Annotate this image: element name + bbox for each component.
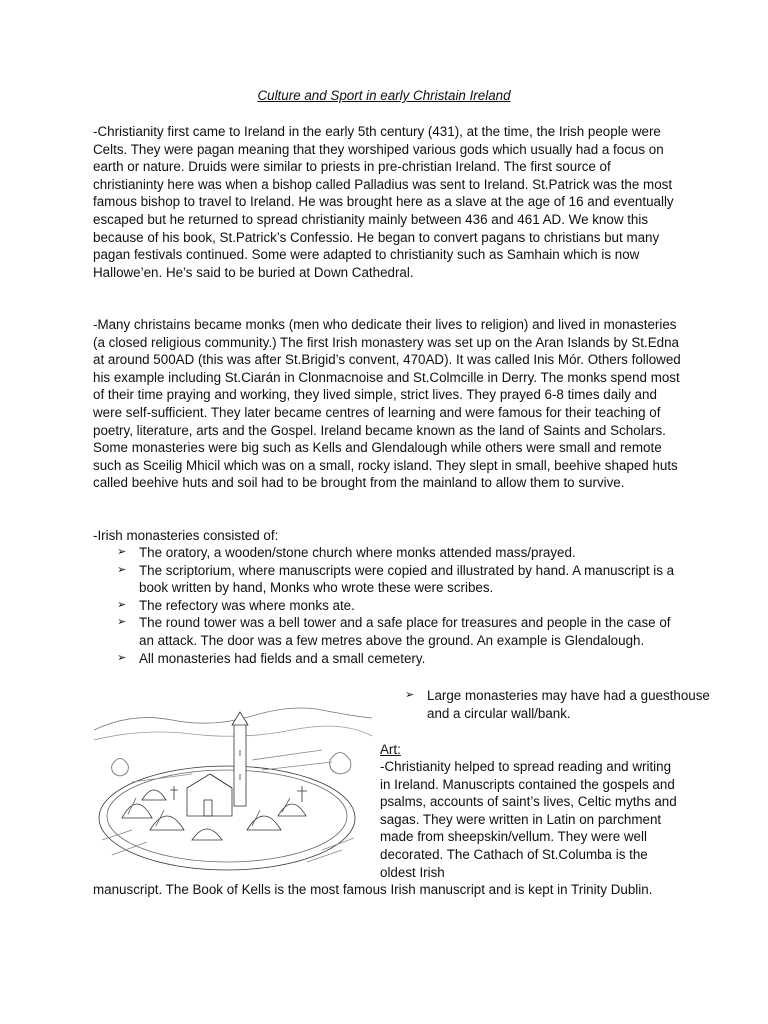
list-item: ➢ The refectory was where monks ate. <box>117 597 355 613</box>
list-item-guesthouse: ➢ Large monasteries may have had a guesthouse and a circular wall/bank. <box>405 688 710 721</box>
monastery-illustration <box>92 690 374 880</box>
art-paragraph: -Christianity helped to spread reading and writing in Ireland. Manuscripts contained the gospels and psalms, accounts of saint’s lives, Celtic myths and sagas. They were written in Latin on parchment made from sheepskin/vellum. They were well decorated. The Cathach of St.Columba is the oldest Irish <box>380 759 677 880</box>
art-paragraph-continuation: manuscript. The Book of Kells is the most famous Irish manuscript and is kept in Trinity Dublin. <box>93 882 653 897</box>
paragraph-christianity-origins: -Christianity first came to Ireland in the early 5th century (431), at the time, the Irish people were Celts. They were pagan meaning that they worshiped various gods which usually had a focus on earth or nature. Druids were similar to priests in pre-christian Ireland. The first source of christianinty here was when a bishop called Palladius was sent to Ireland. St.Patrick was the most famous bishop to travel to Ireland. He was brought here as a slave at the age of 16 and eventually escaped but he returned to spread christianity mainly between 436 and 461 AD. We know this because of his book, St.Patrick’s Confessio. He began to convert pagans to christians but many pagan festivals continued. Some were adapted to christianity such as Samhain which is now Hallowe’en. He’s said to be buried at Down Cathedral. <box>93 124 674 280</box>
list-item: ➢ The scriptorium, where manuscripts were copied and illustrated by hand. A manuscript is a book written by hand, Monks who wrote these were scribes. <box>117 562 675 596</box>
arrow-bullet-icon: ➢ <box>405 689 415 701</box>
monastery-parts-list <box>117 544 677 667</box>
paragraph-monks-monasteries: -Many christains became monks (men who dedicate their lives to religion) and lived in monasteries (a closed religious community.) The first Irish monastery was set up on the Aran Islands by St.Edna at around 500AD (this was after St.Brigid’s convent, 470AD). It was called Inis Mór. Others followed his example including St.Ciarán in Clonmacnoise and St.Colmcille in Derry. The monks spend most of their time praying and working, they lived simple, strict lives. They prayed 6-8 times daily and were self-sufficient. They later became centres of learning and were famous for their teaching of poetry, literature, arts and the Gospel. Ireland became known as the land of Saints and Scholars. Some monasteries were big such as Kells and Glendalough while others were small and remote such as Sceilig Mhicil which was on a small, rocky island. They slept in small, beehive shaped huts called beehive huts and soil had to be brought from the mainland to allow them to survive. <box>93 317 681 491</box>
list-item: ➢ All monasteries had fields and a small cemetery. <box>117 650 426 666</box>
arrow-bullet-icon: ➢ <box>117 598 127 611</box>
art-section-heading: Art: <box>380 742 401 757</box>
list-item: ➢ The oratory, a wooden/stone church where monks attended mass/prayed. <box>117 545 576 560</box>
arrow-bullet-icon: ➢ <box>117 563 127 576</box>
paragraph-monastery-parts-intro: -Irish monasteries consisted of: <box>93 528 279 543</box>
arrow-bullet-icon: ➢ <box>117 651 127 664</box>
document-title: Culture and Sport in early Christain Ireland <box>257 88 511 103</box>
arrow-bullet-icon: ➢ <box>117 546 127 558</box>
arrow-bullet-icon: ➢ <box>117 616 127 629</box>
list-item: ➢ The round tower was a bell tower and a safe place for treasures and people in the case of an attack. The door was a few metres above the ground. An example is Glendalough. <box>117 615 671 648</box>
